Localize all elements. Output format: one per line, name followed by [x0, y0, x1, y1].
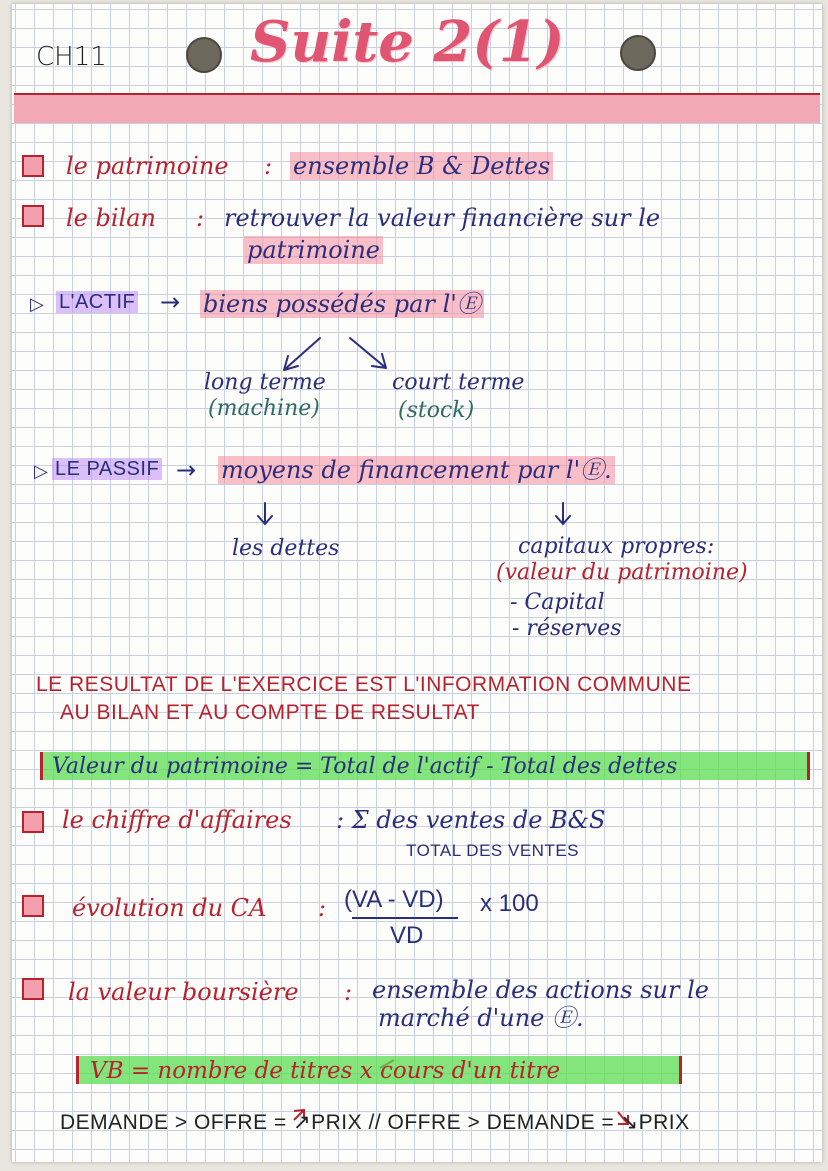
- ca-term: le chiffre d'affaires: [62, 806, 292, 834]
- long-term-label: long terme: [204, 370, 326, 395]
- resultat-line1: LE RESULTAT DE L'EXERCICE EST L'INFORMATION COMMUNE: [36, 673, 692, 696]
- vb-def-line2: marché d'une Ⓔ.: [378, 1004, 584, 1032]
- evolution-denominator: VD: [390, 922, 424, 949]
- formula-vb: VB = nombre de titres x cours d'un titre: [90, 1058, 561, 1084]
- bilan-term: le bilan: [66, 204, 156, 232]
- checkbox-bullet: [22, 895, 44, 917]
- patrimoine-term: le patrimoine: [66, 152, 229, 180]
- short-term-label: court terme: [392, 370, 525, 395]
- vb-def-line1: ensemble des actions sur le: [372, 976, 709, 1004]
- long-term-example: (machine): [208, 396, 320, 421]
- triangle-bullet-icon: ▷: [30, 294, 44, 315]
- demande-offre-rule: DEMANDE > OFFRE = ↗PRIX // OFFRE > DEMANDE = ↘PRIX: [60, 1111, 690, 1134]
- chapter-label: CH11: [36, 42, 107, 72]
- formula-patrimoine: Valeur du patrimoine = Total de l'actif - Total des dettes: [52, 754, 678, 779]
- capitals-item: - réserves: [512, 616, 622, 641]
- evolution-term: évolution du CA: [72, 894, 267, 922]
- debts-label: les dettes: [232, 536, 340, 561]
- passif-label: LE PASSIF: [52, 459, 162, 479]
- capitals-label: capitaux propres:: [518, 534, 715, 559]
- capitals-note: (valeur du patrimoine): [496, 560, 748, 585]
- resultat-line2: AU BILAN ET AU COMPTE DE RESULTAT: [60, 701, 480, 724]
- checkbox-bullet: [22, 978, 44, 1000]
- actif-def: biens possédés par l'Ⓔ: [200, 292, 484, 316]
- ca-def: : Σ des ventes de B&S: [336, 806, 606, 834]
- ca-note: TOTAL DES VENTES: [406, 841, 580, 860]
- patrimoine-sep: :: [264, 152, 273, 180]
- evolution-multiplier: x 100: [480, 890, 539, 917]
- capitals-item: - Capital: [510, 590, 605, 615]
- evolution-numerator: (VA - VD): [344, 886, 444, 913]
- short-term-example: (stock): [398, 398, 475, 423]
- right-arrow-icon: →: [176, 456, 197, 484]
- page-title: Suite 2(1): [250, 9, 565, 75]
- evolution-sep: :: [318, 894, 327, 922]
- bilan-sep: :: [196, 204, 205, 232]
- fraction-bar: [352, 917, 458, 919]
- actif-label: L'ACTIF: [56, 292, 138, 312]
- vb-sep: :: [344, 978, 353, 1006]
- vb-term: la valeur boursière: [68, 978, 299, 1006]
- patrimoine-def: ensemble B & Dettes: [290, 154, 553, 178]
- bilan-def-line1: retrouver la valeur financière sur le: [224, 204, 661, 232]
- passif-def: moyens de financement par l'Ⓔ.: [218, 458, 615, 482]
- triangle-bullet-icon: ▷: [34, 461, 48, 482]
- checkbox-bullet: [22, 811, 44, 833]
- right-arrow-icon: →: [160, 288, 181, 316]
- bilan-def-line2: patrimoine: [244, 238, 383, 262]
